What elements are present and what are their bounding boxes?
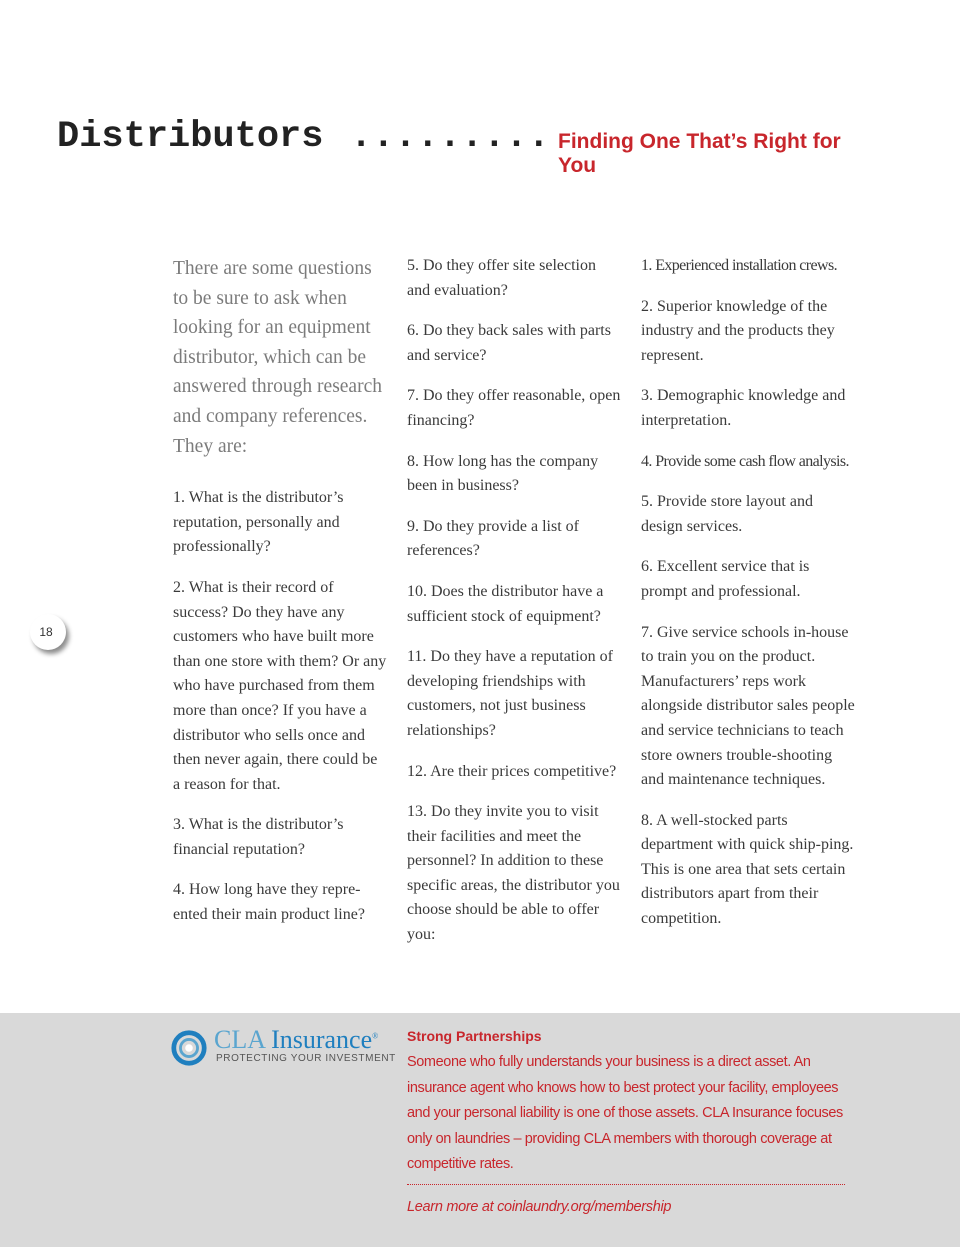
question-item: 12. Are their prices competitive? [407, 762, 617, 780]
question-item: 11. Do they have a reputation of developing friendships with customers, not just business relationships? [407, 648, 614, 739]
title-dot-leader: ......... [350, 116, 550, 158]
question-item: 4. How long have they repre-ented their main product line? [173, 881, 365, 924]
page-number-badge: 18 [30, 614, 66, 650]
callout-title: Strong Partnerships [407, 1028, 542, 1044]
offer-item: 3. Demographic knowledge and interpretation. [641, 387, 846, 429]
offer-item: 8. A well-stocked parts department with quick ship-ping. This is one area that sets certain distributors apart from their competition. [641, 811, 854, 928]
offer-item: 2. Superior knowledge of the industry and the products they represent. [641, 297, 835, 364]
membership-link[interactable]: Learn more at coinlaundry.org/membership [407, 1198, 672, 1215]
column-2 [407, 254, 622, 964]
logo-wordmark [214, 1025, 378, 1055]
dotted-divider [407, 1184, 845, 1185]
page-subtitle: Finding One That’s Right for You [558, 130, 841, 177]
offer-item: 4. Provide some cash flow analysis. [641, 452, 849, 470]
callout-body: Someone who fully understands your business is a direct asset. An insurance agent who knows how to best protect your facility, employees and your personal liability is one of those assets. CLA Insurance focuses only on laundries – providing CLA members with thorough coverage at competitive rates. [407, 1054, 843, 1172]
question-item: 1. What is the distributor’s reputation, personally and professionally? [173, 489, 344, 556]
page-header [57, 116, 857, 177]
question-item: 13. Do they invite you to visit their facilities and meet the personnel? In addition to these specific areas, the distributor you choose should be able to offer you: [407, 803, 620, 944]
column-1 [173, 254, 388, 944]
question-item: 8. How long has the company been in business? [407, 452, 599, 495]
question-item: 6. Do they back sales with parts and service? [407, 322, 611, 364]
question-item: 10. Does the distributor have a sufficient stock of equipment? [407, 582, 604, 625]
page-title: Distributors [57, 116, 324, 158]
offer-item: 6. Excellent service that is prompt and professional. [641, 558, 810, 600]
intro-paragraph: There are some questions to be sure to ask when looking for an equipment distributor, which can be answered through research and company references. They are: [173, 258, 382, 457]
question-item: 2. What is their record of success? Do they have any customers who have built more than one store with them? Or any who have purchased from them more than once? If you have a distributor who sells once and then never again, there could be a reason for that. [173, 578, 387, 793]
cla-ring-icon [170, 1029, 208, 1067]
registered-mark: ® [372, 1031, 379, 1041]
cla-insurance-logo [170, 1025, 396, 1069]
question-item: 9. Do they provide a list of references? [407, 517, 579, 560]
offer-item: 5. Provide store layout and design services. [641, 493, 813, 535]
question-item: 5. Do they offer site selection and evaluation? [407, 257, 596, 299]
offer-item: 7. Give service schools in-house to train you on the product. Manufacturers’ reps work alongside distributor sales people and service technicians to teach store owners trouble-shooting and maintenance techniques. [641, 623, 855, 789]
offer-item: 1. Experienced installation crews. [641, 257, 837, 274]
column-3 [641, 254, 856, 948]
question-item: 3. What is the distributor’s financial reputation? [173, 816, 344, 858]
logo-insurance-text: Insurance [264, 1025, 373, 1054]
logo-cla-text: CLA [214, 1025, 265, 1054]
question-item: 7. Do they offer reasonable, open financing? [407, 387, 621, 429]
partnership-callout [407, 1028, 852, 1215]
logo-tagline: PROTECTING YOUR INVESTMENT [216, 1053, 396, 1064]
